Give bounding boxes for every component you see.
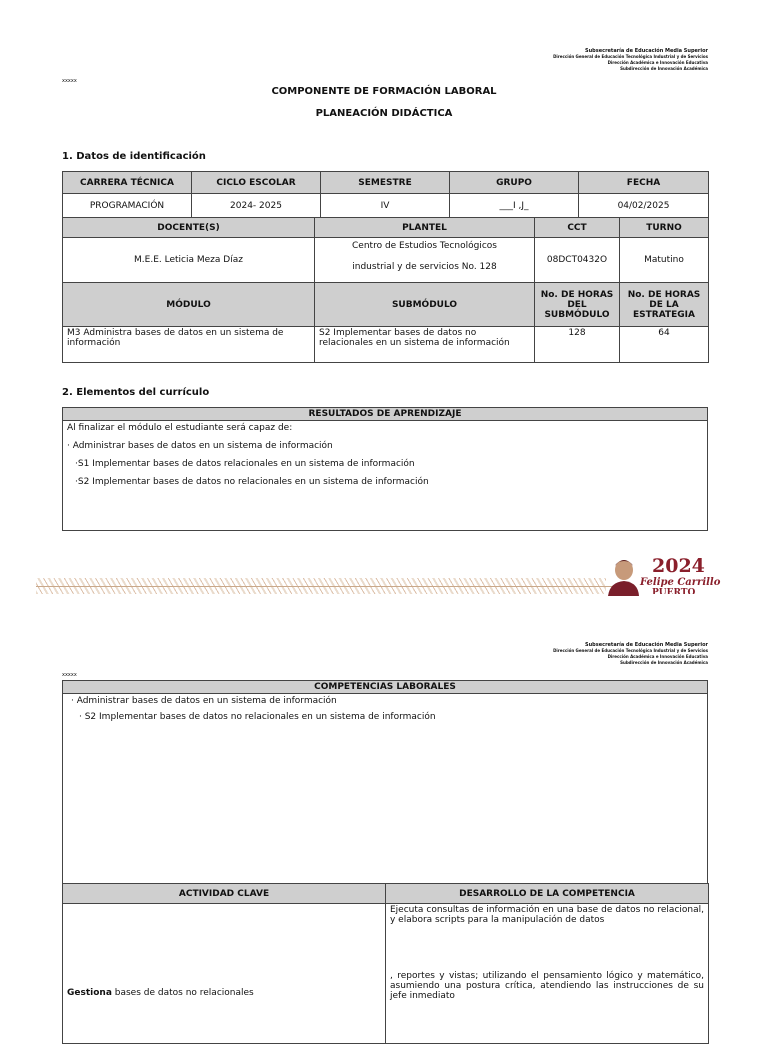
header-desarrollo: DESARROLLO DE LA COMPETENCIA <box>386 884 709 904</box>
cell-cct: 08DCT0432O <box>535 238 620 283</box>
outcome-line-3: ·S1 Implementar bases de datos relacionales en un sistema de información <box>75 459 415 469</box>
section-2-heading: 2. Elementos del currículo <box>62 387 210 398</box>
document-title: COMPONENTE DE FORMACIÓN LABORAL <box>271 86 497 97</box>
competency-line-1: · Administrar bases de datos en un sistema de información <box>71 696 337 706</box>
cell-carrera: PROGRAMACIÓN <box>63 194 192 218</box>
portrait-icon <box>606 556 640 596</box>
logo-year: 2024 <box>652 555 705 577</box>
document-subtitle: PLANEACIÓN DIDÁCTICA <box>315 108 453 119</box>
outcome-line-4: ·S2 Implementar bases de datos no relacionales en un sistema de información <box>75 477 429 487</box>
header-carrera: CARRERA TÉCNICA <box>63 172 192 194</box>
cell-ciclo: 2024- 2025 <box>192 194 321 218</box>
header-docente: DOCENTE(S) <box>63 218 315 238</box>
cell-horas-estrategia: 64 <box>620 327 709 363</box>
header-modulo: MÓDULO <box>63 283 315 327</box>
cell-grupo: ___I ,J_ <box>450 194 579 218</box>
header-horas-submodulo: No. DE HORAS DEL SUBMÓDULO <box>535 283 620 327</box>
plantel-line-1: Centro de Estudios Tecnológicos <box>352 241 497 251</box>
header-line-1: Subsecretaría de Educación Media Superior <box>585 48 708 54</box>
header-line-3: Dirección Académica e Innovación Educativa <box>607 60 708 65</box>
cell-plantel <box>315 238 535 283</box>
header-plantel: PLANTEL <box>315 218 535 238</box>
institution-header-page-2 <box>553 642 708 666</box>
cell-modulo: M3 Administra bases de datos en un sistema de información <box>63 327 315 363</box>
logo-name-2: PUERTO <box>652 588 696 594</box>
header2-line-3: Dirección Académica e Innovación Educativa <box>607 654 708 659</box>
desarrollo-text-2: , reportes y vistas; utilizando el pensamiento lógico y matemático, asumiendo una postura crítica, atendiendo las instrucciones de su jefe inmediato <box>390 971 704 1001</box>
header-actividad-clave: ACTIVIDAD CLAVE <box>63 884 386 904</box>
cell-turno: Matutino <box>620 238 709 283</box>
header-ciclo: CICLO ESCOLAR <box>192 172 321 194</box>
header-fecha: FECHA <box>579 172 709 194</box>
header-submodulo: SUBMÓDULO <box>315 283 535 327</box>
header-cct: CCT <box>535 218 620 238</box>
learning-outcomes-box <box>62 407 708 531</box>
header-horas-estrategia: No. DE HORAS DE LA ESTRATEGIA <box>620 283 709 327</box>
competency-line-2: · S2 Implementar bases de datos no relacionales en un sistema de información <box>79 712 436 722</box>
cell-fecha: 04/02/2025 <box>579 194 709 218</box>
header-line-2: Dirección General de Educación Tecnológica Industrial y de Servicios <box>553 54 708 59</box>
plantel-line-2: industrial y de servicios No. 128 <box>352 262 497 272</box>
logo-name: Felipe Carrillo <box>640 577 721 588</box>
outcome-line-1: Al finalizar el módulo el estudiante será capaz de: <box>67 423 293 433</box>
actividad-rest: bases de datos no relacionales <box>111 988 254 998</box>
outcome-line-2: · Administrar bases de datos en un sistema de información <box>67 441 333 451</box>
cell-docente: M.E.E. Leticia Meza Díaz <box>63 238 315 283</box>
cell-desarrollo <box>386 904 709 1044</box>
cell-horas-submodulo: 128 <box>535 327 620 363</box>
section-1-heading: 1. Datos de identificación <box>62 151 206 162</box>
header2-line-1: Subsecretaría de Educación Media Superior <box>585 642 708 648</box>
cell-actividad <box>63 904 386 1044</box>
competencies-header: COMPETENCIAS LABORALES <box>63 681 707 694</box>
header2-line-2: Dirección General de Educación Tecnológica Industrial y de Servicios <box>553 648 708 653</box>
teacher-table <box>62 217 709 363</box>
desarrollo-text-1: Ejecuta consultas de información en una base de datos no relacional, y elabora scripts para la manipulación de datos <box>390 905 704 925</box>
header-semestre: SEMESTRE <box>321 172 450 194</box>
header2-line-4: Subdirección de Innovación Académica <box>620 660 708 665</box>
cell-submodulo: S2 Implementar bases de datos no relacionales en un sistema de información <box>315 327 535 363</box>
decorative-divider <box>36 586 626 587</box>
institution-header <box>553 48 708 72</box>
header-mark-page-2: xxxxx <box>62 672 77 678</box>
identification-table <box>62 171 709 218</box>
activities-table <box>62 883 709 1044</box>
competencies-box <box>62 680 708 884</box>
header-turno: TURNO <box>620 218 709 238</box>
header-line-4: Subdirección de Innovación Académica <box>620 66 708 71</box>
header-grupo: GRUPO <box>450 172 579 194</box>
actividad-verb: Gestiona <box>67 988 112 998</box>
learning-outcomes-header: RESULTADOS DE APRENDIZAJE <box>63 408 707 421</box>
cell-semestre: IV <box>321 194 450 218</box>
header-mark: xxxxx <box>62 78 77 84</box>
